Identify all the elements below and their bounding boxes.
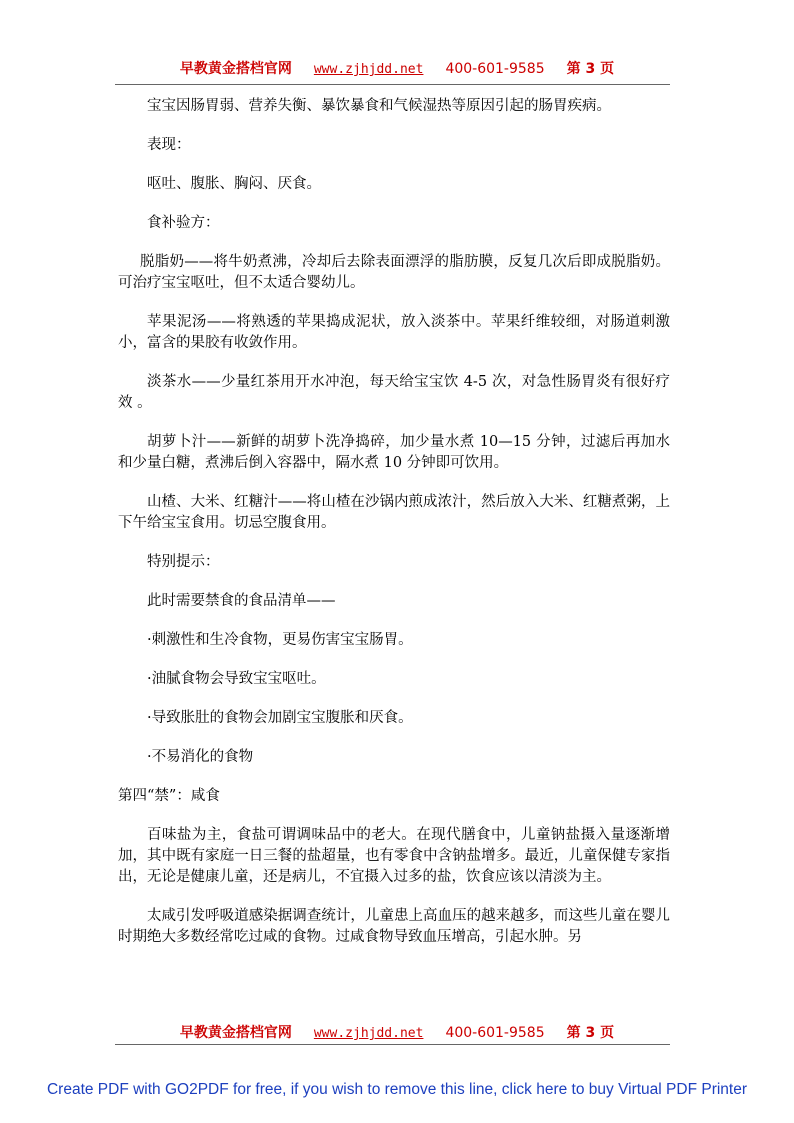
paragraph: 太咸引发呼吸道感染据调查统计，儿童患上高血压的越来越多，而这些儿童在婴儿时期绝大多数经常吃过咸的食物。过咸食物导致血压增高，引起水肿。另: [118, 908, 670, 945]
website-link[interactable]: www.zjhjdd.net: [313, 1026, 424, 1041]
paragraph: 特别提示：: [147, 554, 220, 570]
list-item: ·油腻食物会导致宝宝呕吐。: [147, 671, 326, 687]
paragraph: 脱脂奶——将牛奶煮沸，冷却后去除表面漂浮的脂肪膜，反复几次后即成脱脂奶。可治疗宝宝呕吐，但不太适合婴幼儿。: [118, 254, 670, 291]
list-item: ·刺激性和生冷食物，更易伤害宝宝肠胃。: [147, 632, 413, 648]
website-link[interactable]: www.zjhjdd.net: [313, 62, 424, 77]
list-item: ·导致胀肚的食物会加剧宝宝腹胀和厌食。: [147, 710, 413, 726]
list-item: ·不易消化的食物: [147, 749, 254, 765]
header-rule: [115, 84, 670, 85]
document-body: [118, 96, 670, 966]
brand-title: 早教黄金搭档官网: [179, 1025, 292, 1041]
phone-number: 400-601-9585: [445, 61, 545, 77]
paragraph: 百味盐为主，食盐可谓调味品中的老大。在现代膳食中，儿童钠盐摄入量逐渐增加，其中既有家庭一日三餐的盐超量，也有零食中含钠盐增多。最近，儿童保健专家指出，无论是健康儿童，还是病儿，不宜摄入过多的盐，饮食应该以清淡为主。: [118, 827, 670, 885]
section-heading: 第四“禁”：咸食: [118, 788, 220, 804]
brand-title: 早教黄金搭档官网: [179, 61, 292, 77]
paragraph: 苹果泥汤——将熟透的苹果捣成泥状，放入淡茶中。苹果纤维较细，对肠道刺激小，富含的果胶有收敛作用。: [118, 314, 670, 351]
pdf-banner-link[interactable]: Create PDF with GO2PDF for free, if you wish to remove this line, click here to buy Virtual PDF Printer: [46, 1081, 748, 1098]
footer-rule: [115, 1044, 670, 1045]
page-footer: [0, 1022, 794, 1042]
page-header: [0, 58, 794, 78]
paragraph: 表现：: [147, 137, 191, 153]
paragraph: 胡萝卜汁——新鲜的胡萝卜洗净捣碎，加少量水煮 10—15 分钟，过滤后再加水和少量白糖，煮沸后倒入容器中，隔水煮 10 分钟即可饮用。: [118, 434, 670, 471]
paragraph: 此时需要禁食的食品清单——: [147, 593, 336, 609]
page-number: 第 3 页: [566, 1025, 615, 1041]
paragraph: 宝宝因肠胃弱、营养失衡、暴饮暴食和气候湿热等原因引起的肠胃疾病。: [147, 98, 611, 114]
paragraph: 食补验方：: [147, 215, 220, 231]
phone-number: 400-601-9585: [445, 1025, 545, 1041]
paragraph: 淡茶水——少量红茶用开水冲泡，每天给宝宝饮 4-5 次，对急性肠胃炎有很好疗效 。: [118, 374, 670, 411]
page-number: 第 3 页: [566, 61, 615, 77]
paragraph: 山楂、大米、红糖汁——将山楂在沙锅内煎成浓汁，然后放入大米、红糖煮粥，上下午给宝宝食用。切忌空腹食用。: [118, 494, 670, 531]
paragraph: 呕吐、腹胀、胸闷、厌食。: [147, 176, 321, 192]
